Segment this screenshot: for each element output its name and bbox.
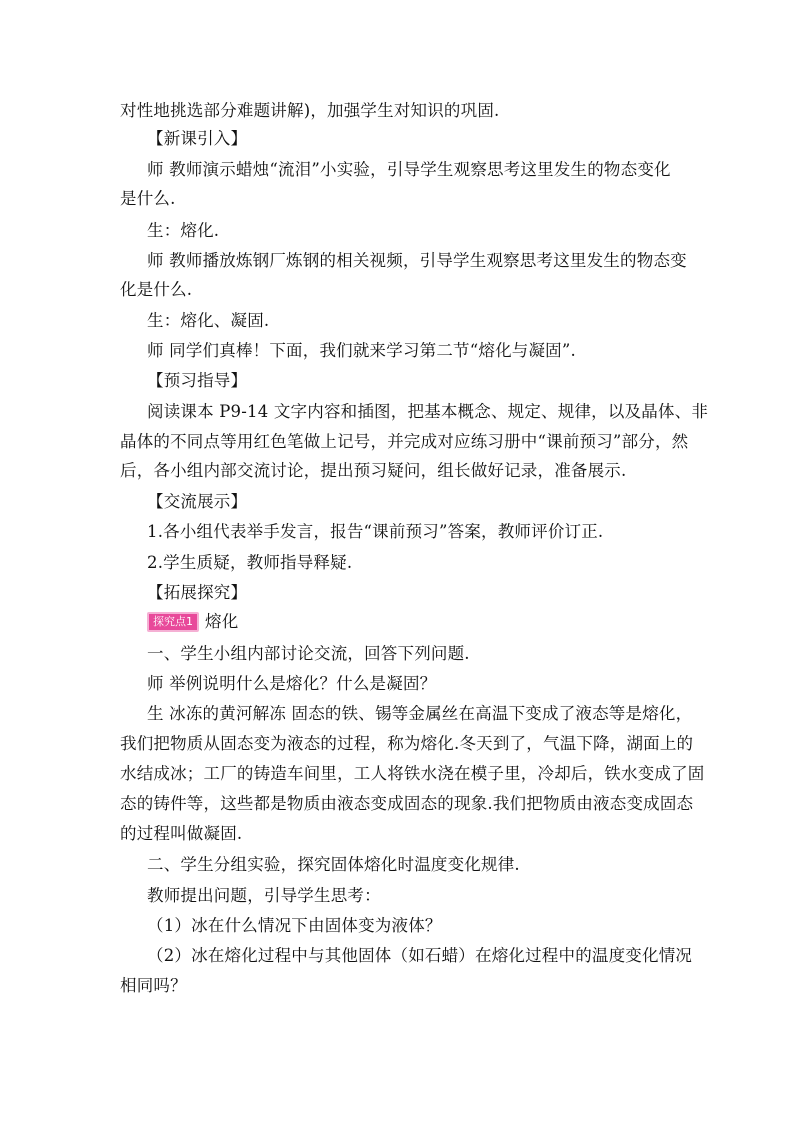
text-line-8: 生：熔化、凝固.: [147, 311, 270, 330]
section-heading-preview: 【预习指导】: [147, 371, 248, 390]
text-line-3: 师 教师演示蜡烛“流泪”小实验，引导学生观察思考这里发生的物态变化: [147, 160, 671, 179]
text-line-24: 态的铸件等，这些都是物质由液态变成固态的现象.我们把物质由液态变成固态: [120, 794, 694, 813]
text-line-5: 生：熔化.: [147, 221, 220, 240]
text-line-26: 二、学生分组实验，探究固体熔化时温度变化规律.: [147, 855, 520, 874]
question-2: （2）冰在熔化过程中与其他固体（如石蜡）在熔化过程中的温度变化情况: [147, 946, 693, 965]
text-line-16: 2.学生质疑，教师指导释疑.: [147, 553, 353, 572]
text-line-27: 教师提出问题，引导学生思考：: [147, 886, 381, 905]
text-line-23: 水结成冰；工厂的铸造车间里，工人将铁水浇在模子里，冷却后，铁水变成了固: [120, 764, 705, 783]
text-line-1: 对性地挑选部分难题讲解)，加强学生对知识的巩固.: [120, 101, 500, 120]
text-line-9: 师 同学们真棒！下面，我们就来学习第二节“熔化与凝固”.: [147, 341, 576, 360]
explore-point-title: 熔化: [205, 612, 239, 631]
text-line-15: 1.各小组代表举手发言，报告“课前预习”答案，教师评价订正.: [147, 522, 604, 541]
question-2-continued: 相同吗？: [120, 976, 187, 995]
text-line-6: 师 教师播放炼钢厂炼钢的相关视频，引导学生观察思考这里发生的物态变: [147, 251, 687, 270]
text-line-11: 阅读课本 P9-14 文字内容和插图，把基本概念、规定、规律，以及晶体、非: [147, 402, 709, 421]
text-line-21: 生 冰冻的黄河解冻 固态的铁、锡等金属丝在高温下变成了液态等是熔化，: [147, 704, 693, 723]
text-line-12: 晶体的不同点等用红色笔做上记号，并完成对应练习册中“课前预习”部分，然: [120, 432, 689, 451]
text-line-13: 后，各小组内部交流讨论，提出预习疑问，组长做好记录，准备展示.: [120, 461, 627, 480]
section-heading-explore: 【拓展探究】: [147, 583, 248, 602]
text-line-4: 是什么.: [120, 189, 176, 208]
text-line-20: 师 举例说明什么是熔化？什么是凝固？: [147, 674, 437, 693]
section-heading-exchange: 【交流展示】: [147, 492, 248, 511]
text-line-7: 化是什么.: [120, 280, 193, 299]
explore-point-heading: [147, 611, 238, 633]
explore-point-badge: 探究点1: [147, 612, 199, 632]
text-line-25: 的过程叫做凝固.: [120, 824, 243, 843]
text-line-22: 我们把物质从固态变为液态的过程，称为熔化.冬天到了，气温下降，湖面上的: [120, 734, 694, 753]
question-1: （1）冰在什么情况下由固体变为液体？: [147, 916, 442, 935]
text-line-19: 一、学生小组内部讨论交流，回答下列问题.: [147, 644, 470, 663]
section-heading-new-lesson: 【新课引入】: [147, 129, 248, 148]
